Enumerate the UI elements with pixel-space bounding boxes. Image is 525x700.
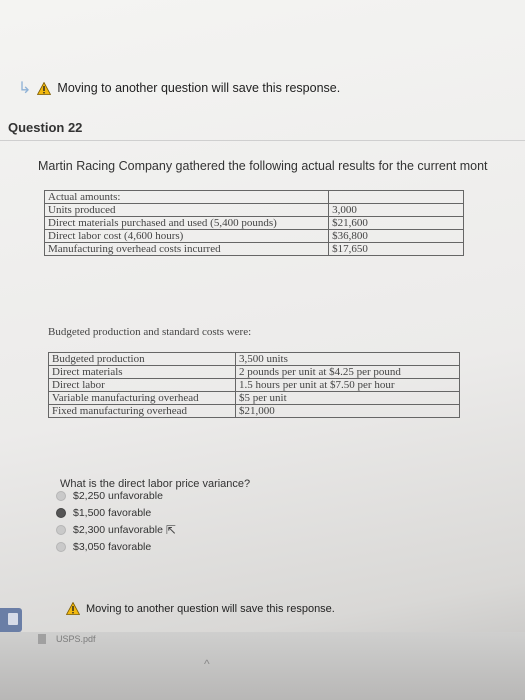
answer-option-2[interactable]	[56, 504, 176, 521]
table-row	[49, 366, 460, 379]
table-row	[49, 379, 460, 392]
question-divider	[0, 140, 525, 141]
budget-label: Budgeted production and standard costs were:	[48, 326, 252, 338]
table-row	[45, 243, 464, 256]
side-tab-icon	[8, 613, 18, 625]
answer-option-3[interactable]	[56, 521, 176, 538]
table-row	[45, 217, 464, 230]
table-cell-label: Budgeted production	[49, 353, 236, 366]
radio-button-selected[interactable]	[56, 508, 66, 518]
warning-icon	[66, 602, 80, 615]
radio-button[interactable]	[56, 491, 66, 501]
download-item[interactable]	[38, 634, 96, 644]
option-label: $2,300 unfavorable	[73, 523, 163, 536]
table-row	[49, 353, 460, 366]
file-icon	[38, 634, 46, 644]
option-label: $3,050 favorable	[73, 540, 152, 553]
question-prompt: What is the direct labor price variance?	[60, 478, 251, 490]
table-row	[49, 392, 460, 405]
table-cell-label: Actual amounts:	[45, 191, 329, 204]
download-file-name: USPS.pdf	[56, 634, 96, 644]
answer-option-4[interactable]	[56, 538, 176, 555]
chevron-up-icon[interactable]: ^	[204, 657, 210, 671]
table-cell-label: Direct materials	[49, 366, 236, 379]
question-title: Question 22	[8, 120, 83, 135]
table-cell-label: Manufacturing overhead costs incurred	[45, 243, 329, 256]
table-row	[49, 405, 460, 418]
radio-button[interactable]	[56, 542, 66, 552]
answer-option-1[interactable]	[56, 487, 176, 504]
table-cell-label: Units produced	[45, 204, 329, 217]
warning-text: Moving to another question will save this response.	[57, 81, 341, 95]
table-row	[45, 230, 464, 243]
table-cell-label: Variable manufacturing overhead	[49, 392, 236, 405]
table-cell-value: $5 per unit	[236, 392, 460, 405]
budget-standards-table	[48, 352, 460, 418]
table-cell-value: 1.5 hours per unit at $7.50 per hour	[236, 379, 460, 392]
table-cell-label: Fixed manufacturing overhead	[49, 405, 236, 418]
warning-text: Moving to another question will save this response.	[86, 602, 335, 615]
table-cell-value: $21,000	[236, 405, 460, 418]
table-cell-value: $17,650	[329, 243, 464, 256]
warning-banner-bottom	[66, 602, 335, 615]
cursor-icon: ⇱	[165, 522, 176, 537]
table-cell-value: 3,500 units	[236, 353, 460, 366]
option-label: $1,500 favorable	[73, 506, 152, 519]
table-row	[45, 204, 464, 217]
table-cell-value: 2 pounds per unit at $4.25 per pound	[236, 366, 460, 379]
warning-icon	[37, 82, 51, 95]
table-cell-value	[329, 191, 464, 204]
warning-banner-top	[18, 78, 340, 98]
return-arrow-icon: ↳	[18, 80, 32, 97]
actual-results-table	[44, 190, 464, 256]
question-intro: Martin Racing Company gathered the following actual results for the current mont	[38, 159, 488, 173]
option-label: $2,250 unfavorable	[73, 489, 163, 502]
table-cell-label: Direct labor cost (4,600 hours)	[45, 230, 329, 243]
table-cell-label: Direct materials purchased and used (5,400 pounds)	[45, 217, 329, 230]
table-cell-value: $21,600	[329, 217, 464, 230]
table-cell-label: Direct labor	[49, 379, 236, 392]
table-cell-value: $36,800	[329, 230, 464, 243]
table-row	[45, 191, 464, 204]
table-cell-value: 3,000	[329, 204, 464, 217]
answer-options	[56, 487, 176, 555]
radio-button[interactable]	[56, 525, 66, 535]
